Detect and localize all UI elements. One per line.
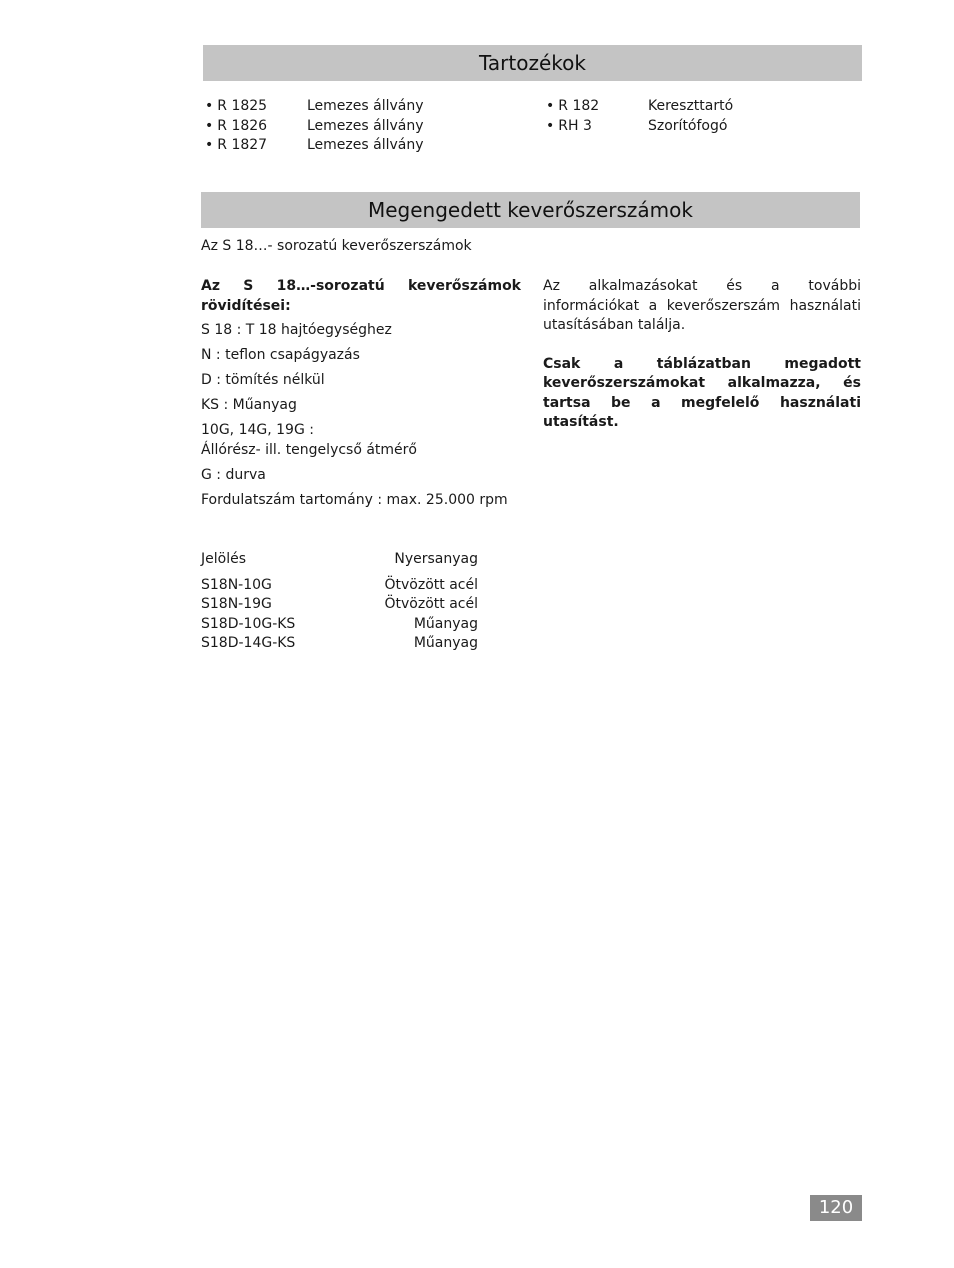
- material-cell: Műanyag: [413, 635, 478, 651]
- column-header-designation: Jelölés: [201, 551, 246, 567]
- accessory-code: R 1826: [217, 117, 268, 134]
- material-cell: Ötvözött acél: [384, 576, 478, 593]
- column-header-material: Nyersanyag: [394, 551, 478, 567]
- info-column: [543, 277, 861, 452]
- abbreviation-item: 10G, 14G, 19G :: [201, 422, 314, 438]
- accessory-code: R 1827: [217, 137, 268, 153]
- abbreviation-item: Fordulatszám tartomány : max. 25.000 rpm: [201, 492, 508, 508]
- tools-table: [201, 550, 478, 654]
- tools-title: Megengedett keverőszerszámok: [201, 192, 860, 228]
- material-cell: Ötvözött acél: [384, 596, 478, 612]
- designation-cell: S18N-10G: [201, 576, 272, 593]
- accessories-list-right: [546, 97, 733, 136]
- designation-cell: S18D-14G-KS: [201, 635, 296, 651]
- accessory-description: Kereszttartó: [648, 98, 734, 114]
- accessory-code: RH 3: [558, 117, 592, 134]
- table-header: [201, 550, 478, 570]
- bullet-icon: •: [205, 137, 214, 153]
- info-text: Az alkalmazásokat és a további információkat a keverőszerszám használati utasításában találja.: [543, 278, 861, 333]
- series-heading: Az S 18…- sorozatú keverőszerszámok: [201, 238, 472, 254]
- accessory-code: R 1825: [217, 98, 268, 114]
- accessory-description: Lemezes állvány: [307, 137, 424, 153]
- list-item: [205, 97, 424, 117]
- page-number: 120: [810, 1195, 862, 1221]
- abbreviation-item: N : teflon csapágyazás: [201, 347, 360, 363]
- abbreviation-item: G : durva: [201, 467, 266, 483]
- material-cell: Műanyag: [413, 615, 478, 632]
- list-item: [205, 117, 424, 137]
- table-row: [201, 595, 478, 615]
- bullet-icon: •: [546, 98, 555, 114]
- abbreviation-item: Állórész- ill. tengelycső átmérő: [201, 442, 417, 458]
- abbreviation-item: KS : Műanyag: [201, 397, 297, 413]
- list-item: [205, 136, 424, 156]
- bullet-icon: •: [205, 98, 214, 114]
- bullet-icon: •: [546, 117, 555, 134]
- accessories-title: Tartozékok: [203, 45, 862, 81]
- designation-cell: S18D-10G-KS: [201, 615, 296, 632]
- accessory-description: Szorítófogó: [648, 117, 728, 134]
- accessories-list-left: [205, 97, 424, 156]
- accessory-code: R 182: [558, 98, 600, 114]
- abbreviations-heading: Az S 18…-sorozatú keverőszámok rövidítései:: [201, 278, 521, 314]
- list-item: [546, 117, 733, 137]
- list-item: [546, 97, 733, 117]
- table-row: [201, 615, 478, 635]
- bullet-icon: •: [205, 117, 214, 134]
- warning-text: Csak a táblázatban megadott keverőszerszámokat alkalmazza, és tartsa be a megfelelő használati utasítást.: [543, 355, 861, 430]
- table-row: [201, 634, 478, 654]
- table-row: [201, 576, 478, 596]
- accessory-description: Lemezes állvány: [307, 117, 424, 134]
- abbreviation-item: D : tömítés nélkül: [201, 372, 325, 388]
- accessory-description: Lemezes állvány: [307, 98, 424, 114]
- abbreviation-item: S 18 : T 18 hajtóegységhez: [201, 322, 392, 338]
- designation-cell: S18N-19G: [201, 596, 272, 612]
